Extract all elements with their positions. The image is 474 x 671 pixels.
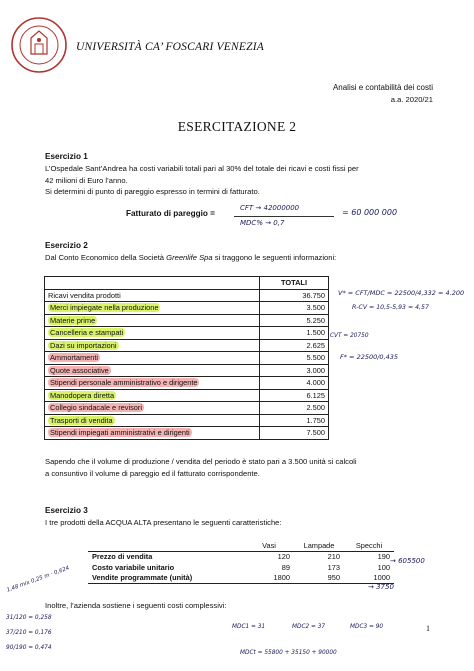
- handwritten-note-ratio-1: 31/120 = 0,258: [6, 615, 52, 621]
- row-value: 6.125: [260, 389, 329, 402]
- row-label: Merci impiegate nella produzione: [50, 303, 159, 313]
- table-row: [45, 427, 329, 440]
- table-row: [88, 573, 394, 584]
- row-label: Trasporti di vendita: [50, 415, 113, 425]
- handwritten-note-cvt: CVT = 20750: [330, 333, 369, 339]
- row-label-cell: [45, 402, 260, 415]
- exercise-1-line-1: L’Ospedale Sant’Andrea ha costi variabili totali pari al 30% del totale dei ricavi e costi fissi per: [45, 164, 359, 173]
- row-value: 2.625: [260, 339, 329, 352]
- row-label-cell: [45, 352, 260, 365]
- page-title: ESERCITAZIONE 2: [177, 119, 297, 134]
- handwritten-note-ratio-3: 90/190 = 0,474: [6, 645, 52, 651]
- cell-value: 950: [294, 573, 344, 584]
- row-label: Materie prime: [50, 315, 96, 325]
- row-label: Manodopera diretta: [50, 390, 115, 400]
- handwritten-note-fatturato: F* = 22500/0,435: [340, 353, 399, 361]
- cell-value: 190: [377, 552, 390, 562]
- handwritten-note-ratio-2: 37/210 = 0,176: [6, 630, 52, 636]
- row-label: Ammortamenti: [50, 353, 99, 363]
- row-label: Cancelleria e stampati: [50, 328, 124, 338]
- row-label: Quote associative: [50, 365, 109, 375]
- products-header-empty: [88, 540, 244, 551]
- row-label-cell: [45, 389, 260, 402]
- handwritten-note-mdc-total: MDCt = 55800 + 35150 + 90000: [240, 650, 337, 656]
- row-label-cell: [45, 302, 260, 315]
- university-name: UNIVERSITÀ CA’ FOSCARI VENEZIA: [76, 41, 264, 53]
- table-row: [45, 289, 329, 302]
- income-statement-table: [44, 276, 329, 440]
- row-label-cell: [45, 427, 260, 440]
- row-label: Dazi su importazioni: [50, 340, 117, 350]
- exercise-3-outro: Inoltre, l’azienda sostiene i seguenti costi complessivi:: [45, 601, 227, 610]
- exercise-1-heading: Esercizio 1: [45, 152, 88, 161]
- table-row: [45, 339, 329, 352]
- row-label-cell: [45, 414, 260, 427]
- row-label-cell: [45, 327, 260, 340]
- handwritten-note-units: → 3750: [368, 583, 394, 591]
- products-header-row: [88, 540, 394, 551]
- row-label-cell: [45, 339, 260, 352]
- page-number: 1: [426, 624, 430, 633]
- formula-numerator: CFT → 42000000: [240, 204, 300, 212]
- handwritten-note-total-mdc: → 605500: [390, 557, 425, 565]
- table-row: [45, 402, 329, 415]
- table-header-row: [45, 277, 329, 290]
- row-value: 5.250: [260, 314, 329, 327]
- row-label: Prezzo di vendita: [92, 552, 153, 562]
- intro-text-start: Dal Conto Economico della Società: [45, 253, 167, 262]
- row-label-cell: [45, 289, 260, 302]
- handwritten-note-rcv: R-CV = 10,5-5,93 = 4,57: [352, 304, 429, 311]
- table-row: [45, 414, 329, 427]
- handwritten-note-volume: V* = CFT/MDC = 22500/4,332 = 4.200: [338, 289, 465, 297]
- row-value: 2.500: [260, 402, 329, 415]
- table-row: [45, 389, 329, 402]
- row-value: 4.000: [260, 377, 329, 390]
- intro-text-end: si traggono le seguenti informazioni:: [212, 253, 337, 262]
- table-row: [45, 302, 329, 315]
- handwritten-note-mdc-3: MDC3 = 90: [350, 624, 384, 630]
- exercise-1-line-2: 42 milioni di Euro l’anno.: [45, 175, 128, 185]
- cell-value: 210: [327, 552, 340, 562]
- table-header-empty: [45, 277, 260, 290]
- row-label: Stipendi personale amministrativo e dirigente: [50, 378, 198, 388]
- handwritten-note-mdc-1: MDC1 = 31: [232, 624, 266, 630]
- row-label: Collegio sindacale e revisori: [50, 403, 143, 413]
- exercise-1-text: [45, 163, 359, 198]
- products-table: [88, 540, 394, 584]
- income-statement-body: [45, 289, 329, 439]
- row-label: Stipendi impiegati amministrativi e dirigenti: [50, 428, 190, 438]
- university-seal-logo: [11, 14, 67, 76]
- table-row: [45, 377, 329, 390]
- row-value: 5.500: [260, 352, 329, 365]
- course-name: Analisi e contabilità dei costi: [332, 83, 433, 92]
- table-row: [45, 314, 329, 327]
- row-label-cell: [45, 377, 260, 390]
- cell-value: 1000: [344, 573, 394, 584]
- table-header-totali: TOTALI: [260, 277, 329, 290]
- handwritten-note-mix: 1,48 mix 0,25 m · 0,624: [6, 565, 71, 594]
- academic-year: a.a. 2020/21: [390, 95, 433, 104]
- cell-value: 1800: [244, 573, 294, 584]
- table-row: [45, 327, 329, 340]
- column-vasi: Vasi: [244, 540, 294, 551]
- exercise-3-heading: Esercizio 3: [45, 506, 88, 515]
- row-value: 1.500: [260, 327, 329, 340]
- cell-value: 89: [281, 562, 290, 572]
- formula-denominator: MDC% → 0,7: [240, 219, 285, 227]
- row-label: Ricavi vendita prodotti: [48, 290, 121, 300]
- exercise-2-outro-line-2: a consuntivo il volume di pareggio ed il fatturato corrispondente.: [45, 468, 260, 478]
- cell-value: 100: [377, 562, 390, 572]
- row-label-cell: [45, 314, 260, 327]
- row-value: 3.000: [260, 364, 329, 377]
- exercise-2-heading: Esercizio 2: [45, 241, 88, 250]
- formula-result: = 60 000 000: [342, 208, 398, 217]
- cell-value: 173: [327, 562, 340, 572]
- table-row: [88, 551, 394, 562]
- table-row: [45, 352, 329, 365]
- row-label: Costo variabile unitario: [92, 562, 175, 572]
- exercise-2-outro: [45, 456, 357, 479]
- cell-value: 120: [277, 552, 290, 562]
- table-row: [45, 364, 329, 377]
- row-value: 1.750: [260, 414, 329, 427]
- row-label-cell: [45, 364, 260, 377]
- exercise-1-line-3: Si determini di punto di pareggio espresso in termini di fatturato.: [45, 187, 260, 196]
- row-value: 3.500: [260, 302, 329, 315]
- exercise-2-outro-line-1: Sapendo che il volume di produzione / vendita del periodo è stato pari a 3.500 unità si calcoli: [45, 457, 357, 466]
- row-value: 36.750: [260, 289, 329, 302]
- column-specchi: Specchi: [344, 540, 394, 551]
- breakeven-formula-label: Fatturato di pareggio =: [126, 209, 215, 218]
- row-value: 7.500: [260, 427, 329, 440]
- exercise-3-intro: I tre prodotti della ACQUA ALTA presentano le seguenti caratteristiche:: [45, 518, 282, 527]
- column-lampade: Lampade: [294, 540, 344, 551]
- fraction-line: [234, 216, 334, 217]
- exercise-2-intro: [45, 252, 336, 264]
- handwritten-note-mdc-2: MDC2 = 37: [292, 624, 326, 630]
- company-name: Greenlife Spa: [166, 253, 213, 262]
- row-label: Vendite programmate (unità): [88, 573, 244, 584]
- table-row: [88, 562, 394, 573]
